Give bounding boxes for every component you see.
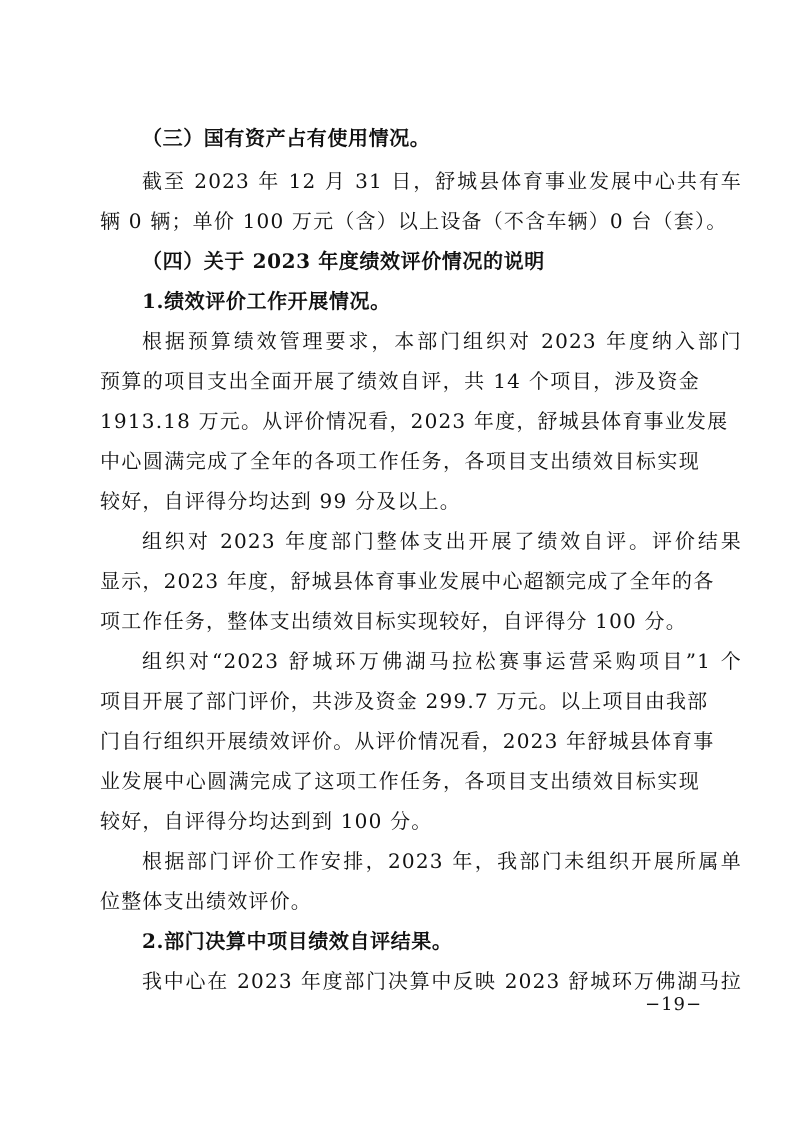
paragraph-line: 我中心在 2023 年度部门决算中反映 2023 舒城环万佛湖马拉 — [142, 969, 742, 993]
heading-performance-evaluation: （四）关于 2023 年度绩效评价情况的说明 — [142, 249, 545, 273]
paragraph-line: 显示，2023 年度，舒城县体育事业发展中心超额完成了全年的各 — [100, 569, 715, 593]
paragraph-line: 截至 2023 年 12 月 31 日，舒城县体育事业发展中心共有车 — [142, 169, 742, 193]
paragraph-line: 项工作任务，整体支出绩效目标实现较好，自评得分 100 分。 — [100, 609, 687, 633]
subheading-project-self-evaluation: 2.部门决算中项目绩效自评结果。 — [142, 929, 453, 953]
paragraph-line: 预算的项目支出全面开展了绩效自评，共 14 个项目，涉及资金 — [100, 369, 700, 393]
paragraph-line: 业发展中心圆满完成了这项工作任务，各项目支出绩效目标实现 — [100, 769, 700, 793]
paragraph-line: 组织对 2023 年度部门整体支出开展了绩效自评。评价结果 — [142, 529, 742, 553]
paragraph-line: 较好，自评得分均达到到 100 分。 — [100, 809, 433, 833]
paragraph-line: 辆 0 辆；单价 100 万元（含）以上设备（不含车辆）0 台（套）。 — [100, 209, 728, 233]
paragraph-line: 根据预算绩效管理要求，本部门组织对 2023 年度纳入部门 — [142, 329, 742, 353]
heading-state-assets: （三）国有资产占有使用情况。 — [142, 126, 431, 150]
paragraph-line: 较好，自评得分均达到 99 分及以上。 — [100, 489, 461, 513]
subheading-evaluation-work: 1.绩效评价工作开展情况。 — [142, 289, 391, 313]
page-number: −19− — [645, 994, 703, 1015]
paragraph-line: 门自行组织开展绩效评价。从评价情况看，2023 年舒城县体育事 — [100, 729, 715, 753]
paragraph-line: 中心圆满完成了全年的各项工作任务，各项目支出绩效目标实现 — [100, 449, 700, 473]
paragraph-line: 项目开展了部门评价，共涉及资金 299.7 万元。以上项目由我部 — [100, 689, 709, 713]
paragraph-line: 根据部门评价工作安排，2023 年，我部门未组织开展所属单 — [142, 849, 742, 873]
paragraph-line: 组织对“2023 舒城环万佛湖马拉松赛事运营采购项目”1 个 — [142, 649, 742, 673]
paragraph-line: 1913.18 万元。从评价情况看，2023 年度，舒城县体育事业发展 — [100, 409, 729, 433]
paragraph-line: 位整体支出绩效评价。 — [100, 889, 312, 913]
